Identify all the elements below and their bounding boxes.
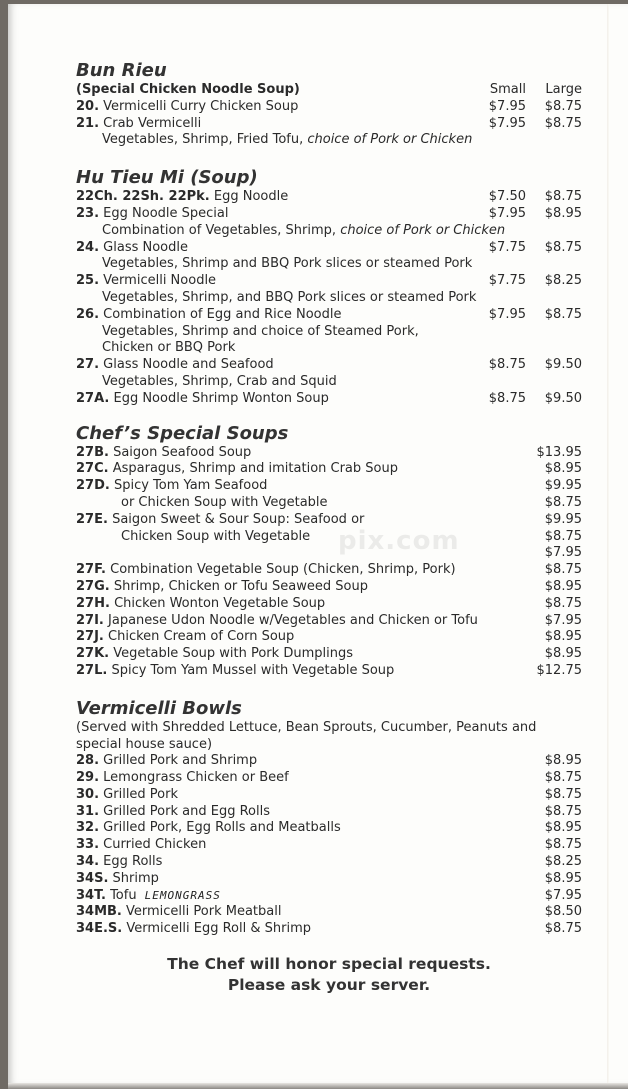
col-large-label: Large (545, 82, 582, 97)
menu-item (76, 921, 582, 938)
item-number: 27G. (76, 578, 110, 594)
menu-item (76, 99, 582, 116)
menu-item (76, 206, 582, 223)
section-hu-tieu (76, 167, 582, 407)
item-name: Saigon Seafood Soup (113, 444, 252, 460)
item-name: Chicken Cream of Corn Soup (108, 629, 295, 645)
section-vermicelli-bowls (76, 698, 582, 938)
section-bun-rieu (76, 60, 582, 149)
menu-item-line2 (76, 495, 582, 512)
menu-item (76, 663, 582, 680)
price: $8.95 (544, 753, 582, 769)
item-description: Combination of Vegetables, Shrimp, choice of Pork or Chicken (102, 222, 506, 238)
menu-item (76, 770, 582, 787)
item-name: Spicy Tom Yam Seafood (113, 478, 268, 494)
menu-item (76, 787, 582, 804)
page-fold (607, 4, 609, 1084)
menu-item (76, 904, 582, 921)
item-name: Tofu (110, 887, 137, 903)
item-name: Egg Noodle Shrimp Wonton Soup (113, 390, 329, 406)
item-description: Vegetables, Shrimp and choice of Steamed Pork, (102, 323, 419, 339)
section-chefs-special (76, 423, 582, 680)
price-alt: $7.95 (544, 545, 582, 561)
watermark: pix.com (338, 526, 460, 556)
menu-item (76, 820, 582, 837)
price-small: $7.95 (488, 306, 526, 322)
price: $12.75 (536, 662, 582, 678)
item-name: Lemongrass Chicken or Beef (103, 770, 289, 786)
price: $9.95 (544, 478, 582, 494)
price-small: $7.50 (488, 189, 526, 205)
item-number: 27L. (76, 662, 108, 678)
menu-item (76, 871, 582, 888)
menu-item (76, 461, 582, 478)
menu-item (76, 512, 582, 529)
item-name: Combination Vegetable Soup (Chicken, Shrimp, Pork) (110, 562, 456, 578)
item-name: Grilled Pork and Shrimp (103, 753, 258, 769)
price: $8.95 (544, 820, 582, 836)
item-name: Glass Noodle and Seafood (103, 357, 274, 373)
price: $8.95 (544, 578, 582, 594)
menu-item (76, 613, 582, 630)
item-name: Curried Chicken (103, 837, 207, 853)
price: $9.95 (544, 511, 582, 527)
item-number: 23. (76, 205, 100, 221)
price: $8.95 (544, 629, 582, 645)
handwritten-note: LEMONGRASS (144, 888, 221, 902)
item-number: 26. (76, 306, 100, 322)
menu-item (76, 562, 582, 579)
price-large: $8.75 (544, 306, 582, 322)
item-number: 27K. (76, 646, 110, 662)
column-header-row (76, 82, 582, 99)
item-name: Egg Rolls (103, 854, 163, 870)
footer-note (76, 954, 582, 996)
menu-item (76, 596, 582, 613)
price-small: $7.75 (488, 239, 526, 255)
menu-item (76, 307, 582, 324)
price: $8.75 (544, 803, 582, 819)
price: $13.95 (536, 444, 582, 460)
item-number: 22Ch. 22Sh. 22Pk. (76, 189, 210, 205)
menu-item (76, 854, 582, 871)
price: $8.25 (544, 854, 582, 870)
menu-item (76, 240, 582, 257)
page-bottom-edge (8, 1083, 628, 1089)
price-alt: $8.75 (544, 528, 582, 544)
item-number: 24. (76, 239, 100, 255)
item-number: 29. (76, 770, 100, 786)
price-large: $9.50 (544, 390, 582, 406)
menu-item (76, 579, 582, 596)
item-number: 34T. (76, 887, 106, 903)
item-number: 25. (76, 273, 100, 289)
item-number: 27C. (76, 461, 109, 477)
item-number: 30. (76, 786, 100, 802)
price-small: $7.95 (488, 205, 526, 221)
price: $8.75 (544, 562, 582, 578)
price: $8.95 (544, 461, 582, 477)
footer-line1: The Chef will honor special requests. (167, 955, 491, 974)
item-name: Crab Vermicelli (103, 115, 202, 131)
price-large: $8.25 (544, 273, 582, 289)
item-name: Shrimp (112, 870, 159, 886)
item-description: Vegetables, Shrimp, Crab and Squid (102, 373, 337, 389)
price-large: $8.95 (544, 205, 582, 221)
price-small: $7.95 (488, 115, 526, 131)
item-name: Vegetable Soup with Pork Dumplings (113, 646, 353, 662)
item-number: 28. (76, 753, 100, 769)
menu-content (76, 60, 582, 996)
item-name: Shrimp, Chicken or Tofu Seaweed Soup (113, 578, 368, 594)
item-number: 34E.S. (76, 921, 123, 937)
col-small-label: Small (489, 82, 526, 97)
item-description-line2: Chicken or BBQ Pork (102, 340, 236, 356)
item-name: Egg Noodle Special (103, 205, 229, 221)
item-number: 32. (76, 820, 100, 836)
item-number: 27A. (76, 390, 110, 406)
price: $8.50 (544, 904, 582, 920)
item-name: Glass Noodle (103, 239, 188, 255)
item-name: Japanese Udon Noodle w/Vegetables and Chicken or Tofu (108, 612, 478, 628)
item-number: 27D. (76, 478, 110, 494)
price-small: $8.75 (488, 390, 526, 406)
price: $8.75 (544, 837, 582, 853)
item-name: Vermicelli Pork Meatball (126, 904, 282, 920)
price: $8.75 (544, 595, 582, 611)
section-note: (Served with Shredded Lettuce, Bean Sprouts, Cucumber, Peanuts and (76, 719, 537, 735)
price: $7.95 (544, 612, 582, 628)
item-name: Vermicelli Curry Chicken Soup (103, 98, 299, 114)
section-title: Bun Rieu (76, 60, 167, 81)
price: $8.75 (544, 770, 582, 786)
menu-item (76, 804, 582, 821)
item-number: 27B. (76, 444, 109, 460)
item-number: 31. (76, 803, 100, 819)
item-name-line2: Chicken Soup with Vegetable (121, 528, 311, 544)
item-name: Egg Noodle (213, 189, 289, 205)
item-name-line2: or Chicken Soup with Vegetable (121, 494, 328, 510)
menu-item (76, 445, 582, 462)
item-number: 27. (76, 357, 100, 373)
item-number: 20. (76, 98, 100, 114)
item-number: 27F. (76, 562, 106, 578)
item-name: Saigon Sweet & Sour Soup: Seafood or (112, 511, 365, 527)
price: $7.95 (544, 887, 582, 903)
section-note-line2: special house sauce) (76, 736, 213, 752)
item-number: 27H. (76, 595, 110, 611)
item-number: 21. (76, 115, 100, 131)
price-large: $8.75 (544, 115, 582, 131)
section-subtitle: (Special Chicken Noodle Soup) (76, 82, 300, 97)
item-number: 33. (76, 837, 100, 853)
price-alt: $8.75 (544, 494, 582, 510)
item-number: 27E. (76, 511, 108, 527)
item-name: Vermicelli Egg Roll & Shrimp (126, 921, 311, 937)
section-title: Hu Tieu Mi (Soup) (76, 167, 258, 189)
price-large: $9.50 (544, 357, 582, 373)
item-name: Spicy Tom Yam Mussel with Vegetable Soup (111, 662, 395, 678)
item-number: 27J. (76, 629, 104, 645)
item-description: Vegetables, Shrimp, Fried Tofu, choice of Pork or Chicken (102, 132, 473, 148)
price: $8.95 (544, 646, 582, 662)
item-description: Vegetables, Shrimp and BBQ Pork slices or steamed Pork (102, 256, 473, 272)
menu-item (76, 888, 582, 905)
item-name: Grilled Pork and Egg Rolls (103, 803, 270, 819)
menu-item (76, 273, 582, 290)
price-small: $7.95 (488, 98, 526, 114)
menu-item (76, 753, 582, 770)
price-small: $8.75 (488, 357, 526, 373)
item-number: 34S. (76, 870, 109, 886)
price: $8.95 (544, 870, 582, 886)
item-name: Asparagus, Shrimp and imitation Crab Soup (112, 461, 398, 477)
price: $8.75 (544, 921, 582, 937)
item-name: Chicken Wonton Vegetable Soup (114, 595, 326, 611)
menu-page (8, 4, 628, 1084)
section-title: Chef’s Special Soups (76, 422, 289, 444)
price-large: $8.75 (544, 189, 582, 205)
item-name: Grilled Pork (103, 786, 179, 802)
item-description: Vegetables, Shrimp, and BBQ Pork slices or steamed Pork (102, 289, 477, 305)
item-number: 34MB. (76, 904, 122, 920)
menu-item-line3 (76, 545, 582, 562)
item-name: Grilled Pork, Egg Rolls and Meatballs (103, 820, 341, 836)
menu-item (76, 116, 582, 133)
menu-item (76, 391, 582, 408)
price-large: $8.75 (544, 239, 582, 255)
item-number: 27I. (76, 612, 104, 628)
price-small: $7.75 (488, 273, 526, 289)
item-name: Combination of Egg and Rice Noodle (103, 306, 342, 322)
section-title: Vermicelli Bowls (76, 697, 242, 719)
item-name: Vermicelli Noodle (103, 273, 217, 289)
menu-item (76, 478, 582, 495)
price-large: $8.75 (544, 98, 582, 114)
footer-line2: Please ask your server. (227, 976, 431, 995)
menu-item (76, 646, 582, 663)
menu-item (76, 189, 582, 206)
menu-item (76, 357, 582, 374)
menu-item (76, 837, 582, 854)
item-number: 34. (76, 854, 100, 870)
menu-item-line2 (76, 529, 582, 546)
menu-item (76, 629, 582, 646)
price: $8.75 (544, 786, 582, 802)
